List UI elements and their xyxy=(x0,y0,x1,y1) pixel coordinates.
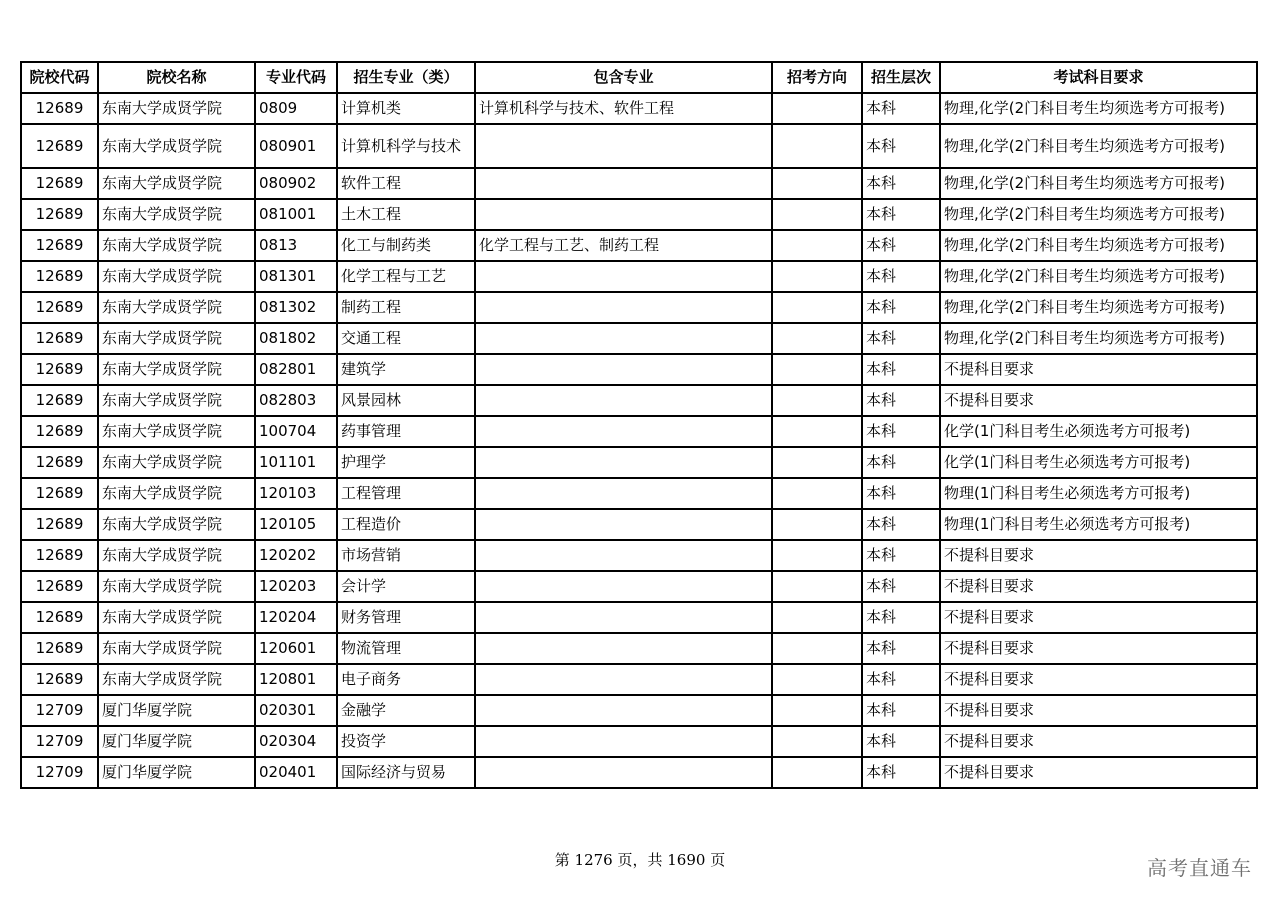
school-name-cell: 东南大学成贤学院 xyxy=(98,478,255,509)
major-code-cell: 120801 xyxy=(255,664,337,695)
table-row xyxy=(21,323,1257,354)
level-cell: 本科 xyxy=(862,230,940,261)
exam-direction-cell xyxy=(772,385,862,416)
watermark-logo-text: 高考直通车 xyxy=(1147,856,1252,880)
subject-requirements-cell: 物理,化学(2门科目考生均须选考方可报考) xyxy=(940,124,1257,168)
school-code-cell: 12689 xyxy=(21,664,98,695)
major-code-cell: 100704 xyxy=(255,416,337,447)
school-name-cell: 东南大学成贤学院 xyxy=(98,199,255,230)
exam-direction-cell xyxy=(772,447,862,478)
included-majors-cell xyxy=(475,726,772,757)
school-name-cell: 东南大学成贤学院 xyxy=(98,416,255,447)
subject-requirements-cell: 物理,化学(2门科目考生均须选考方可报考) xyxy=(940,323,1257,354)
school-code-cell: 12709 xyxy=(21,695,98,726)
school-name-cell: 东南大学成贤学院 xyxy=(98,571,255,602)
school-name-cell: 东南大学成贤学院 xyxy=(98,354,255,385)
major-category-cell: 工程管理 xyxy=(337,478,475,509)
table-row xyxy=(21,726,1257,757)
major-code-cell: 101101 xyxy=(255,447,337,478)
table-row xyxy=(21,633,1257,664)
school-name-cell: 东南大学成贤学院 xyxy=(98,168,255,199)
table-row xyxy=(21,230,1257,261)
subject-requirements-cell: 不提科目要求 xyxy=(940,695,1257,726)
exam-direction-cell xyxy=(772,292,862,323)
school-code-cell: 12689 xyxy=(21,199,98,230)
exam-direction-cell xyxy=(772,93,862,124)
table-row xyxy=(21,354,1257,385)
school-name-cell: 东南大学成贤学院 xyxy=(98,633,255,664)
subject-requirements-cell: 不提科目要求 xyxy=(940,726,1257,757)
table-row xyxy=(21,509,1257,540)
subject-requirements-cell: 化学(1门科目考生必须选考方可报考) xyxy=(940,416,1257,447)
major-category-cell: 计算机科学与技术 xyxy=(337,124,475,168)
major-category-cell: 化工与制药类 xyxy=(337,230,475,261)
school-name-cell: 东南大学成贤学院 xyxy=(98,447,255,478)
major-category-cell: 建筑学 xyxy=(337,354,475,385)
included-majors-cell xyxy=(475,385,772,416)
header-major-category: 招生专业（类） xyxy=(337,62,475,93)
level-cell: 本科 xyxy=(862,323,940,354)
level-cell: 本科 xyxy=(862,168,940,199)
school-name-cell: 厦门华厦学院 xyxy=(98,726,255,757)
table-row xyxy=(21,261,1257,292)
major-category-cell: 工程造价 xyxy=(337,509,475,540)
table-row xyxy=(21,385,1257,416)
major-code-cell: 120601 xyxy=(255,633,337,664)
level-cell: 本科 xyxy=(862,261,940,292)
level-cell: 本科 xyxy=(862,540,940,571)
included-majors-cell xyxy=(475,416,772,447)
major-category-cell: 物流管理 xyxy=(337,633,475,664)
school-name-cell: 东南大学成贤学院 xyxy=(98,540,255,571)
major-category-cell: 财务管理 xyxy=(337,602,475,633)
major-code-cell: 081302 xyxy=(255,292,337,323)
included-majors-cell: 计算机科学与技术、软件工程 xyxy=(475,93,772,124)
table-row xyxy=(21,540,1257,571)
subject-requirements-cell: 不提科目要求 xyxy=(940,540,1257,571)
major-code-cell: 120202 xyxy=(255,540,337,571)
admissions-table xyxy=(20,61,1258,789)
school-code-cell: 12689 xyxy=(21,292,98,323)
included-majors-cell xyxy=(475,695,772,726)
included-majors-cell xyxy=(475,354,772,385)
subject-requirements-cell: 物理,化学(2门科目考生均须选考方可报考) xyxy=(940,93,1257,124)
exam-direction-cell xyxy=(772,478,862,509)
major-category-cell: 化学工程与工艺 xyxy=(337,261,475,292)
table-row xyxy=(21,664,1257,695)
level-cell: 本科 xyxy=(862,199,940,230)
school-name-cell: 东南大学成贤学院 xyxy=(98,124,255,168)
major-code-cell: 020301 xyxy=(255,695,337,726)
level-cell: 本科 xyxy=(862,385,940,416)
major-category-cell: 电子商务 xyxy=(337,664,475,695)
school-code-cell: 12689 xyxy=(21,571,98,602)
subject-requirements-cell: 物理,化学(2门科目考生均须选考方可报考) xyxy=(940,230,1257,261)
school-code-cell: 12689 xyxy=(21,509,98,540)
level-cell: 本科 xyxy=(862,664,940,695)
level-cell: 本科 xyxy=(862,292,940,323)
included-majors-cell xyxy=(475,478,772,509)
included-majors-cell xyxy=(475,509,772,540)
school-code-cell: 12689 xyxy=(21,602,98,633)
school-name-cell: 厦门华厦学院 xyxy=(98,695,255,726)
major-category-cell: 制药工程 xyxy=(337,292,475,323)
major-category-cell: 投资学 xyxy=(337,726,475,757)
included-majors-cell xyxy=(475,664,772,695)
school-name-cell: 东南大学成贤学院 xyxy=(98,93,255,124)
table-row xyxy=(21,168,1257,199)
included-majors-cell xyxy=(475,602,772,633)
exam-direction-cell xyxy=(772,416,862,447)
major-category-cell: 药事管理 xyxy=(337,416,475,447)
major-category-cell: 护理学 xyxy=(337,447,475,478)
table-row xyxy=(21,571,1257,602)
table-row xyxy=(21,292,1257,323)
major-category-cell: 交通工程 xyxy=(337,323,475,354)
major-category-cell: 计算机类 xyxy=(337,93,475,124)
included-majors-cell xyxy=(475,168,772,199)
table-row xyxy=(21,199,1257,230)
major-category-cell: 市场营销 xyxy=(337,540,475,571)
exam-direction-cell xyxy=(772,230,862,261)
subject-requirements-cell: 不提科目要求 xyxy=(940,633,1257,664)
header-exam-direction: 招考方向 xyxy=(772,62,862,93)
table-row xyxy=(21,447,1257,478)
exam-direction-cell xyxy=(772,323,862,354)
major-category-cell: 风景园林 xyxy=(337,385,475,416)
header-school-code: 院校代码 xyxy=(21,62,98,93)
school-code-cell: 12709 xyxy=(21,757,98,788)
exam-direction-cell xyxy=(772,124,862,168)
major-category-cell: 国际经济与贸易 xyxy=(337,757,475,788)
school-code-cell: 12689 xyxy=(21,230,98,261)
exam-direction-cell xyxy=(772,168,862,199)
exam-direction-cell xyxy=(772,757,862,788)
subject-requirements-cell: 不提科目要求 xyxy=(940,385,1257,416)
school-code-cell: 12689 xyxy=(21,447,98,478)
school-code-cell: 12689 xyxy=(21,124,98,168)
major-code-cell: 120203 xyxy=(255,571,337,602)
level-cell: 本科 xyxy=(862,478,940,509)
level-cell: 本科 xyxy=(862,602,940,633)
major-code-cell: 081301 xyxy=(255,261,337,292)
school-code-cell: 12689 xyxy=(21,354,98,385)
exam-direction-cell xyxy=(772,695,862,726)
included-majors-cell xyxy=(475,199,772,230)
school-code-cell: 12689 xyxy=(21,633,98,664)
header-level: 招生层次 xyxy=(862,62,940,93)
exam-direction-cell xyxy=(772,199,862,230)
school-name-cell: 东南大学成贤学院 xyxy=(98,323,255,354)
level-cell: 本科 xyxy=(862,124,940,168)
exam-direction-cell xyxy=(772,664,862,695)
school-name-cell: 东南大学成贤学院 xyxy=(98,230,255,261)
major-code-cell: 082801 xyxy=(255,354,337,385)
header-included-majors: 包含专业 xyxy=(475,62,772,93)
included-majors-cell xyxy=(475,292,772,323)
major-code-cell: 120105 xyxy=(255,509,337,540)
included-majors-cell: 化学工程与工艺、制药工程 xyxy=(475,230,772,261)
school-name-cell: 东南大学成贤学院 xyxy=(98,385,255,416)
subject-requirements-cell: 化学(1门科目考生必须选考方可报考) xyxy=(940,447,1257,478)
exam-direction-cell xyxy=(772,354,862,385)
subject-requirements-cell: 物理(1门科目考生必须选考方可报考) xyxy=(940,509,1257,540)
table-row xyxy=(21,757,1257,788)
level-cell: 本科 xyxy=(862,695,940,726)
major-code-cell: 0813 xyxy=(255,230,337,261)
subject-requirements-cell: 不提科目要求 xyxy=(940,354,1257,385)
exam-direction-cell xyxy=(772,540,862,571)
page-number: 第 1276 页，共 1690 页 xyxy=(554,851,726,869)
table-row xyxy=(21,602,1257,633)
school-code-cell: 12689 xyxy=(21,261,98,292)
exam-direction-cell xyxy=(772,261,862,292)
level-cell: 本科 xyxy=(862,447,940,478)
subject-requirements-cell: 不提科目要求 xyxy=(940,664,1257,695)
school-name-cell: 东南大学成贤学院 xyxy=(98,602,255,633)
included-majors-cell xyxy=(475,571,772,602)
school-name-cell: 厦门华厦学院 xyxy=(98,757,255,788)
included-majors-cell xyxy=(475,633,772,664)
level-cell: 本科 xyxy=(862,633,940,664)
admissions-table-container xyxy=(20,61,1256,789)
included-majors-cell xyxy=(475,757,772,788)
subject-requirements-cell: 物理,化学(2门科目考生均须选考方可报考) xyxy=(940,261,1257,292)
table-row xyxy=(21,124,1257,168)
major-category-cell: 土木工程 xyxy=(337,199,475,230)
school-code-cell: 12709 xyxy=(21,726,98,757)
major-code-cell: 020401 xyxy=(255,757,337,788)
table-header-row xyxy=(21,62,1257,93)
included-majors-cell xyxy=(475,447,772,478)
school-code-cell: 12689 xyxy=(21,540,98,571)
subject-requirements-cell: 物理(1门科目考生必须选考方可报考) xyxy=(940,478,1257,509)
included-majors-cell xyxy=(475,261,772,292)
level-cell: 本科 xyxy=(862,571,940,602)
major-code-cell: 120103 xyxy=(255,478,337,509)
school-name-cell: 东南大学成贤学院 xyxy=(98,292,255,323)
included-majors-cell xyxy=(475,323,772,354)
included-majors-cell xyxy=(475,124,772,168)
subject-requirements-cell: 物理,化学(2门科目考生均须选考方可报考) xyxy=(940,292,1257,323)
subject-requirements-cell: 不提科目要求 xyxy=(940,571,1257,602)
level-cell: 本科 xyxy=(862,726,940,757)
school-name-cell: 东南大学成贤学院 xyxy=(98,509,255,540)
school-name-cell: 东南大学成贤学院 xyxy=(98,664,255,695)
major-code-cell: 0809 xyxy=(255,93,337,124)
major-code-cell: 081001 xyxy=(255,199,337,230)
header-subject-requirements: 考试科目要求 xyxy=(940,62,1257,93)
level-cell: 本科 xyxy=(862,757,940,788)
major-category-cell: 软件工程 xyxy=(337,168,475,199)
exam-direction-cell xyxy=(772,726,862,757)
header-major-code: 专业代码 xyxy=(255,62,337,93)
level-cell: 本科 xyxy=(862,416,940,447)
school-code-cell: 12689 xyxy=(21,323,98,354)
school-code-cell: 12689 xyxy=(21,93,98,124)
level-cell: 本科 xyxy=(862,93,940,124)
major-code-cell: 081802 xyxy=(255,323,337,354)
table-row xyxy=(21,416,1257,447)
major-code-cell: 020304 xyxy=(255,726,337,757)
major-code-cell: 082803 xyxy=(255,385,337,416)
included-majors-cell xyxy=(475,540,772,571)
table-row xyxy=(21,695,1257,726)
major-code-cell: 080901 xyxy=(255,124,337,168)
exam-direction-cell xyxy=(772,602,862,633)
subject-requirements-cell: 不提科目要求 xyxy=(940,757,1257,788)
school-code-cell: 12689 xyxy=(21,416,98,447)
school-code-cell: 12689 xyxy=(21,478,98,509)
major-code-cell: 120204 xyxy=(255,602,337,633)
major-code-cell: 080902 xyxy=(255,168,337,199)
subject-requirements-cell: 不提科目要求 xyxy=(940,602,1257,633)
exam-direction-cell xyxy=(772,633,862,664)
major-category-cell: 金融学 xyxy=(337,695,475,726)
exam-direction-cell xyxy=(772,509,862,540)
exam-direction-cell xyxy=(772,571,862,602)
level-cell: 本科 xyxy=(862,354,940,385)
level-cell: 本科 xyxy=(862,509,940,540)
subject-requirements-cell: 物理,化学(2门科目考生均须选考方可报考) xyxy=(940,168,1257,199)
header-school-name: 院校名称 xyxy=(98,62,255,93)
table-row xyxy=(21,93,1257,124)
school-code-cell: 12689 xyxy=(21,168,98,199)
school-code-cell: 12689 xyxy=(21,385,98,416)
major-category-cell: 会计学 xyxy=(337,571,475,602)
school-name-cell: 东南大学成贤学院 xyxy=(98,261,255,292)
table-row xyxy=(21,478,1257,509)
subject-requirements-cell: 物理,化学(2门科目考生均须选考方可报考) xyxy=(940,199,1257,230)
